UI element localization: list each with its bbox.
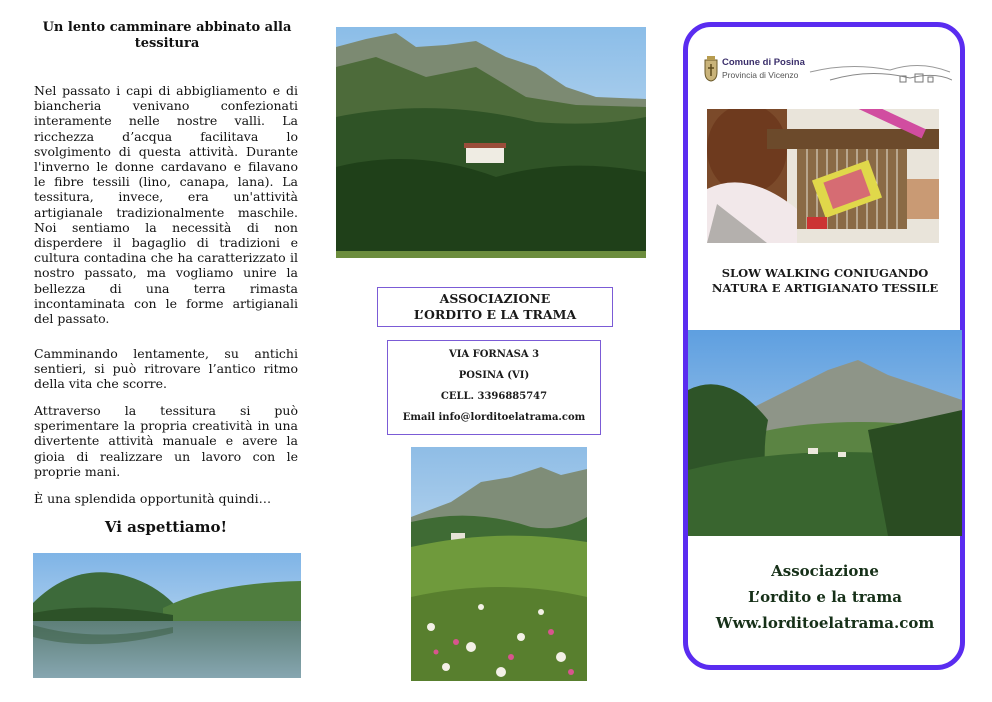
contact-street: VIA FORNASA 3 (448, 349, 540, 360)
page-heading: Un lento camminare abbinato alla tessitura (42, 20, 292, 51)
contact-box (387, 340, 601, 435)
call-to-action: Vi aspettiamo! (104, 518, 228, 536)
mountain-forest-photo (336, 27, 646, 258)
lake-photo (33, 553, 301, 678)
weaving-paragraph: Attraverso la tessitura si può sperimentare la propria creatività in una divertente attività manuale e avere la gioia di realizzare un lavoro con le proprie mani. (34, 403, 298, 479)
municipality-province: Provincia di Vicenzo (722, 70, 799, 80)
intro-paragraph: Nel passato i capi di abbigliamento e di biancheria venivano confezionati interamente nelle nostre valli. La ricchezza d’acqua facilitava lo svolgimento di questa attività. Durante l'inverno le donne cardavano e filavano le fibre tessili (lino, canapa, lana). La tessitura, invece, era un'attività artigianale tradizionalmente maschile. Noi sentiamo la necessità di non disperdere il bagaglio di tradizioni e cultura contadina che ha caratterizzato il nostro passato, ma vogliamo unire la bellezza di una terra rimasta incontaminata con le forme artigianali del passato. (34, 83, 298, 327)
cover-association-label: Associazione (771, 562, 879, 580)
municipality-name: Comune di Posina (722, 57, 805, 68)
association-box (377, 287, 613, 327)
cover-title (690, 558, 960, 636)
slogan-line-2: NATURA E ARTIGIANATO TESSILE (711, 281, 939, 295)
walking-paragraph: Camminando lentamente, su antichi sentieri, si può ritrovare l’antico ritmo della vita che scorre. (34, 346, 298, 392)
opportunity-paragraph: È una splendida opportunità quindi… (34, 491, 272, 506)
cover-association-name: L’ordito e la trama (748, 588, 902, 606)
slogan-line-1: SLOW WALKING CONIUGANDO (721, 266, 929, 280)
association-label: ASSOCIAZIONE (439, 291, 551, 306)
contact-email[interactable]: Email info@lorditoelatrama.com (402, 412, 586, 423)
valley-landscape-photo (688, 330, 962, 536)
coat-of-arms-icon (704, 56, 718, 82)
association-name: L’ORDITO E LA TRAMA (413, 307, 577, 322)
slogan (690, 266, 960, 296)
meadow-flowers-photo (411, 447, 587, 681)
contact-phone: CELL. 3396885747 (440, 391, 548, 402)
weaving-loom-photo (707, 109, 939, 243)
contact-town: POSINA (VI) (458, 370, 530, 381)
website-link[interactable]: Www.lorditoelatrama.com (715, 614, 935, 632)
